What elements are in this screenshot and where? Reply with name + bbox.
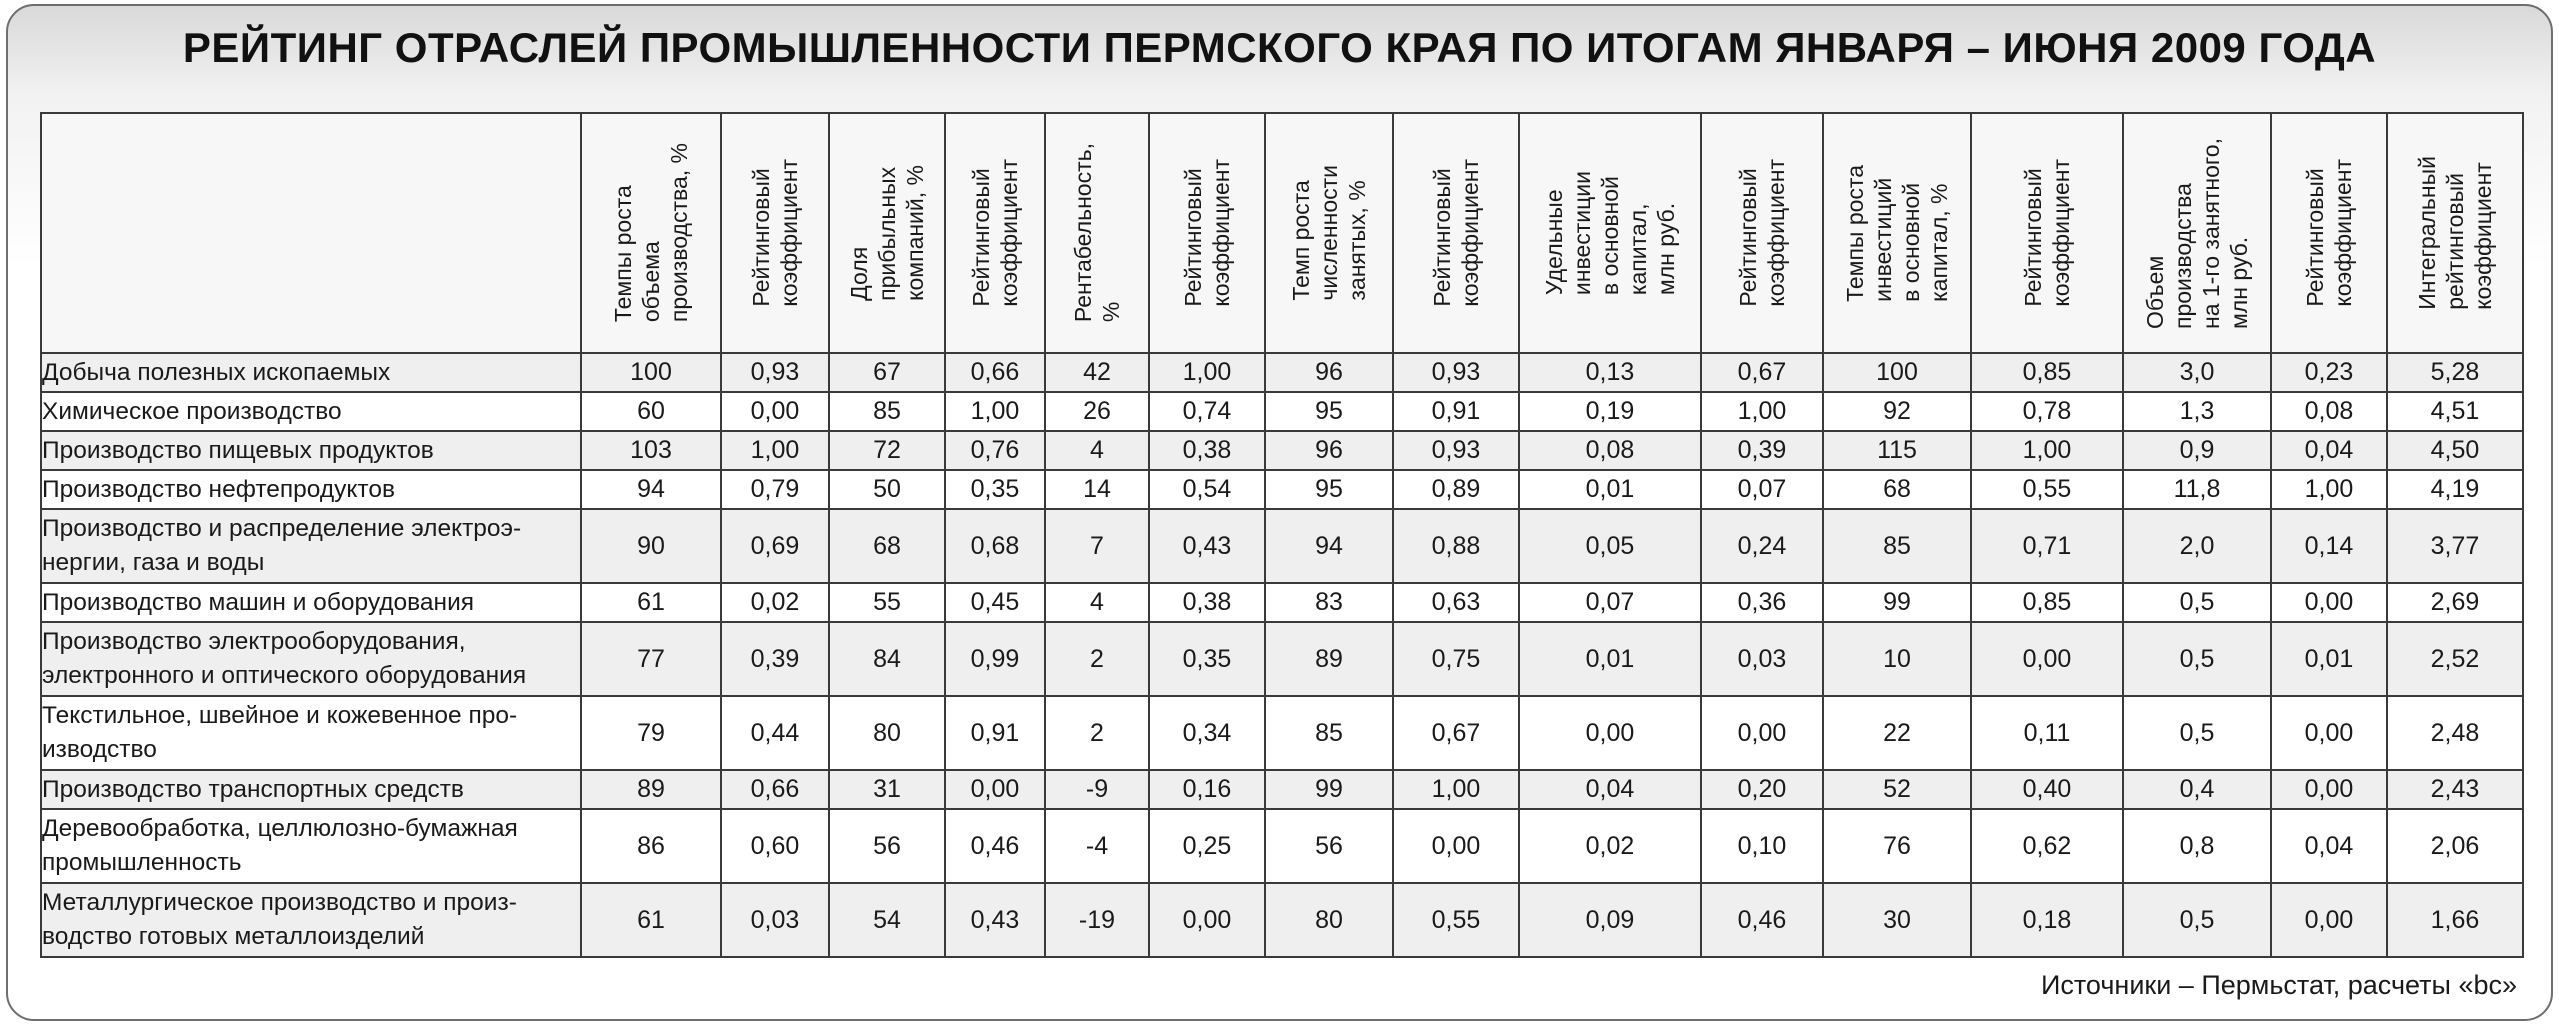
- table-cell: 0,45: [945, 583, 1045, 622]
- table-cell: 85: [1265, 696, 1393, 770]
- table-cell: 95: [1265, 470, 1393, 509]
- table-cell: 0,00: [1971, 622, 2123, 696]
- table-cell: 0,14: [2271, 509, 2387, 583]
- table-cell: 4,51: [2387, 392, 2523, 431]
- table-cell: 84: [829, 622, 945, 696]
- table-cell: 99: [1823, 583, 1971, 622]
- table-row: [41, 696, 2523, 770]
- table-cell: 0,63: [1393, 583, 1519, 622]
- table-cell: 0,39: [1701, 431, 1823, 470]
- table-row: [41, 622, 2523, 696]
- table-cell: 0,62: [1971, 809, 2123, 883]
- table-cell: 99: [1265, 770, 1393, 809]
- table-cell: 68: [1823, 470, 1971, 509]
- table-cell: 0,09: [1519, 883, 1701, 957]
- industry-name: Производство и распределение электроэ- нергии, газа и воды: [41, 509, 581, 583]
- table-cell: 0,5: [2123, 622, 2271, 696]
- table-cell: 2: [1045, 622, 1149, 696]
- table-cell: 1,00: [1971, 431, 2123, 470]
- table-cell: 89: [1265, 622, 1393, 696]
- table-cell: 1,00: [1701, 392, 1823, 431]
- table-cell: 61: [581, 883, 721, 957]
- industry-name: Деревообработка, целлюлозно-бумажная промышленность: [41, 809, 581, 883]
- column-header: [945, 113, 1045, 353]
- industry-name: Текстильное, швейное и кожевенное про- изводство: [41, 696, 581, 770]
- industry-name: Производство электрооборудования, электронного и оптического оборудования: [41, 622, 581, 696]
- table-cell: 4: [1045, 583, 1149, 622]
- table-cell: 94: [1265, 509, 1393, 583]
- table-cell: 0,9: [2123, 431, 2271, 470]
- column-header-label: Рейтинговый коэффициент: [748, 159, 802, 307]
- table-cell: 1,00: [945, 392, 1045, 431]
- column-header-label: Объем производства на 1-го занятного, млн руб.: [2142, 137, 2252, 329]
- table-cell: 85: [829, 392, 945, 431]
- table-cell: 85: [1823, 509, 1971, 583]
- table-cell: 0,76: [945, 431, 1045, 470]
- table-cell: 0,39: [721, 622, 829, 696]
- table-cell: 4: [1045, 431, 1149, 470]
- column-header-label: Рейтинговый коэффициент: [1735, 159, 1789, 307]
- table-cell: 0,25: [1149, 809, 1265, 883]
- table-cell: 115: [1823, 431, 1971, 470]
- table-cell: 0,46: [1701, 883, 1823, 957]
- column-header-label: Интегральный рейтинговый коэффициент: [2414, 156, 2496, 310]
- table-cell: 1,3: [2123, 392, 2271, 431]
- table-cell: 95: [1265, 392, 1393, 431]
- column-header: [2123, 113, 2271, 353]
- table-cell: 0,8: [2123, 809, 2271, 883]
- column-header-label: Рейтинговый коэффициент: [968, 159, 1022, 307]
- table-cell: 55: [829, 583, 945, 622]
- table-cell: 0,74: [1149, 392, 1265, 431]
- table-cell: 0,01: [2271, 622, 2387, 696]
- table-cell: 0,5: [2123, 696, 2271, 770]
- table-cell: 79: [581, 696, 721, 770]
- column-header: [2387, 113, 2523, 353]
- table-cell: 0,00: [1393, 809, 1519, 883]
- table-cell: 0,69: [721, 509, 829, 583]
- table-cell: 7: [1045, 509, 1149, 583]
- table-cell: 0,93: [1393, 431, 1519, 470]
- table-cell: 89: [581, 770, 721, 809]
- table-cell: 0,5: [2123, 883, 2271, 957]
- table-cell: 0,11: [1971, 696, 2123, 770]
- rating-table: [40, 112, 2524, 958]
- table-cell: 0,19: [1519, 392, 1701, 431]
- table-cell: 0,38: [1149, 431, 1265, 470]
- table-cell: 0,67: [1393, 696, 1519, 770]
- column-header-label: Рейтинговый коэффициент: [1180, 159, 1234, 307]
- table-cell: 2,06: [2387, 809, 2523, 883]
- table-cell: 4,50: [2387, 431, 2523, 470]
- table-cell: -9: [1045, 770, 1149, 809]
- table-cell: 0,91: [1393, 392, 1519, 431]
- table-cell: 96: [1265, 353, 1393, 392]
- table-cell: 0,02: [721, 583, 829, 622]
- table-cell: 2: [1045, 696, 1149, 770]
- column-header: [2271, 113, 2387, 353]
- table-cell: 1,00: [2271, 470, 2387, 509]
- table-cell: 76: [1823, 809, 1971, 883]
- table-cell: 80: [1265, 883, 1393, 957]
- table-cell: 1,00: [1393, 770, 1519, 809]
- table-cell: 0,08: [1519, 431, 1701, 470]
- table-cell: 4,19: [2387, 470, 2523, 509]
- table-row: [41, 431, 2523, 470]
- table-cell: 0,4: [2123, 770, 2271, 809]
- table-cell: 0,36: [1701, 583, 1823, 622]
- column-header: [1519, 113, 1701, 353]
- table-cell: 0,68: [945, 509, 1045, 583]
- header-row: [41, 113, 2523, 353]
- table-cell: 52: [1823, 770, 1971, 809]
- table-cell: 2,69: [2387, 583, 2523, 622]
- column-header: [1823, 113, 1971, 353]
- table-row: [41, 470, 2523, 509]
- table-cell: 0,02: [1519, 809, 1701, 883]
- table-cell: 56: [829, 809, 945, 883]
- table-row: [41, 770, 2523, 809]
- table-row: [41, 883, 2523, 957]
- column-header: [1393, 113, 1519, 353]
- table-cell: 0,03: [721, 883, 829, 957]
- table-cell: 0,35: [1149, 622, 1265, 696]
- table-cell: 14: [1045, 470, 1149, 509]
- table-cell: 0,01: [1519, 470, 1701, 509]
- table-cell: 54: [829, 883, 945, 957]
- table-cell: 0,05: [1519, 509, 1701, 583]
- table-cell: 83: [1265, 583, 1393, 622]
- table-cell: 0,00: [721, 392, 829, 431]
- table-cell: 0,55: [1971, 470, 2123, 509]
- table-cell: 26: [1045, 392, 1149, 431]
- table-cell: 2,43: [2387, 770, 2523, 809]
- industry-name: Производство пищевых продуктов: [41, 431, 581, 470]
- table-cell: 0,18: [1971, 883, 2123, 957]
- header-industry: [41, 113, 581, 353]
- table-cell: 1,66: [2387, 883, 2523, 957]
- table-cell: 0,24: [1701, 509, 1823, 583]
- table-cell: 31: [829, 770, 945, 809]
- industry-name: Производство транспортных средств: [41, 770, 581, 809]
- column-header-label: Рейтинговый коэффициент: [2302, 159, 2356, 307]
- column-header: [721, 113, 829, 353]
- table-cell: 0,66: [945, 353, 1045, 392]
- table-cell: 72: [829, 431, 945, 470]
- column-header: [1701, 113, 1823, 353]
- table-cell: 0,00: [2271, 696, 2387, 770]
- table-cell: 0,00: [2271, 770, 2387, 809]
- table-cell: 0,04: [2271, 431, 2387, 470]
- table-cell: 0,99: [945, 622, 1045, 696]
- table-cell: 67: [829, 353, 945, 392]
- table-cell: -4: [1045, 809, 1149, 883]
- table-cell: 0,66: [721, 770, 829, 809]
- table-cell: 0,88: [1393, 509, 1519, 583]
- table-cell: 0,40: [1971, 770, 2123, 809]
- column-header-label: Удельные инвестиции в основной капитал, млн руб.: [1541, 170, 1679, 296]
- column-header: [829, 113, 945, 353]
- table-cell: 0,93: [1393, 353, 1519, 392]
- table-cell: 0,00: [1149, 883, 1265, 957]
- column-header-label: Рейтинговый коэффициент: [2020, 159, 2074, 307]
- table-cell: 1,00: [721, 431, 829, 470]
- table-cell: 100: [581, 353, 721, 392]
- column-header-label: Темпы роста объема производства, %: [610, 143, 692, 323]
- table-cell: 90: [581, 509, 721, 583]
- table-cell: 0,00: [2271, 583, 2387, 622]
- table-cell: 10: [1823, 622, 1971, 696]
- industry-name: Добыча полезных ископаемых: [41, 353, 581, 392]
- table-cell: 0,93: [721, 353, 829, 392]
- table-cell: 0,20: [1701, 770, 1823, 809]
- table-cell: 0,01: [1519, 622, 1701, 696]
- table-cell: 77: [581, 622, 721, 696]
- table-cell: 60: [581, 392, 721, 431]
- table-cell: 0,03: [1701, 622, 1823, 696]
- table-cell: 0,75: [1393, 622, 1519, 696]
- industry-name: Металлургическое производство и произ- водство готовых металлоизделий: [41, 883, 581, 957]
- table-cell: 2,52: [2387, 622, 2523, 696]
- table-cell: 0,04: [2271, 809, 2387, 883]
- table-cell: 92: [1823, 392, 1971, 431]
- page-title: РЕЙТИНГ ОТРАСЛЕЙ ПРОМЫШЛЕННОСТИ ПЕРМСКОГО КРАЯ ПО ИТОГАМ ЯНВАРЯ – ИЮНЯ 2009 ГОДА: [182, 24, 2377, 71]
- table-row: [41, 509, 2523, 583]
- table-cell: 0,04: [1519, 770, 1701, 809]
- table-cell: 0,13: [1519, 353, 1701, 392]
- table-cell: 0,91: [945, 696, 1045, 770]
- table-cell: -19: [1045, 883, 1149, 957]
- table-cell: 0,07: [1701, 470, 1823, 509]
- column-header-label: Доля прибыльных компаний, %: [846, 165, 928, 301]
- table-cell: 0,67: [1701, 353, 1823, 392]
- table-cell: 0,10: [1701, 809, 1823, 883]
- table-cell: 0,23: [2271, 353, 2387, 392]
- table-cell: 0,71: [1971, 509, 2123, 583]
- table-cell: 0,85: [1971, 353, 2123, 392]
- table-cell: 0,46: [945, 809, 1045, 883]
- table-cell: 3,0: [2123, 353, 2271, 392]
- table-cell: 5,28: [2387, 353, 2523, 392]
- table-row: [41, 583, 2523, 622]
- table-cell: 0,55: [1393, 883, 1519, 957]
- table-cell: 2,0: [2123, 509, 2271, 583]
- table-cell: 0,00: [1519, 696, 1701, 770]
- industry-name: Химическое производство: [41, 392, 581, 431]
- table-cell: 0,00: [945, 770, 1045, 809]
- table-cell: 103: [581, 431, 721, 470]
- table-cell: 50: [829, 470, 945, 509]
- table-cell: 68: [829, 509, 945, 583]
- table-cell: 22: [1823, 696, 1971, 770]
- table-cell: 0,07: [1519, 583, 1701, 622]
- table-cell: 0,00: [1701, 696, 1823, 770]
- table-cell: 0,89: [1393, 470, 1519, 509]
- column-header: [1149, 113, 1265, 353]
- table-cell: 30: [1823, 883, 1971, 957]
- table-cell: 0,5: [2123, 583, 2271, 622]
- table-cell: 0,85: [1971, 583, 2123, 622]
- industry-name: Производство нефтепродуктов: [41, 470, 581, 509]
- table-cell: 0,43: [1149, 509, 1265, 583]
- table-cell: 0,43: [945, 883, 1045, 957]
- table-cell: 0,60: [721, 809, 829, 883]
- table-cell: 0,79: [721, 470, 829, 509]
- table-cell: 11,8: [2123, 470, 2271, 509]
- table-cell: 0,38: [1149, 583, 1265, 622]
- table-cell: 0,16: [1149, 770, 1265, 809]
- column-header-label: Темпы роста инвестиций в основной капитал, %: [1842, 164, 1952, 302]
- column-header: [1045, 113, 1149, 353]
- table-cell: 1,00: [1149, 353, 1265, 392]
- column-header-label: Рейтинговый коэффициент: [1429, 159, 1483, 307]
- table-row: [41, 809, 2523, 883]
- table-cell: 0,35: [945, 470, 1045, 509]
- column-header: [581, 113, 721, 353]
- table-cell: 94: [581, 470, 721, 509]
- table-cell: 3,77: [2387, 509, 2523, 583]
- column-header: [1971, 113, 2123, 353]
- table-cell: 42: [1045, 353, 1149, 392]
- table-cell: 100: [1823, 353, 1971, 392]
- table-cell: 0,34: [1149, 696, 1265, 770]
- source-note: Источники – Пермьстат, расчеты «bc»: [2040, 970, 2517, 1000]
- table-row: [41, 392, 2523, 431]
- industry-name: Производство машин и оборудования: [41, 583, 581, 622]
- column-header-label: Темп роста численности занятых, %: [1288, 165, 1370, 301]
- table-row: [41, 353, 2523, 392]
- table-cell: 96: [1265, 431, 1393, 470]
- table-cell: 0,54: [1149, 470, 1265, 509]
- table-cell: 61: [581, 583, 721, 622]
- table-cell: 0,08: [2271, 392, 2387, 431]
- column-header-label: Рентабельность, %: [1070, 143, 1124, 323]
- table-cell: 0,44: [721, 696, 829, 770]
- table-cell: 86: [581, 809, 721, 883]
- table-cell: 2,48: [2387, 696, 2523, 770]
- table-cell: 0,78: [1971, 392, 2123, 431]
- column-header: [1265, 113, 1393, 353]
- table-cell: 56: [1265, 809, 1393, 883]
- table-cell: 0,00: [2271, 883, 2387, 957]
- table-cell: 80: [829, 696, 945, 770]
